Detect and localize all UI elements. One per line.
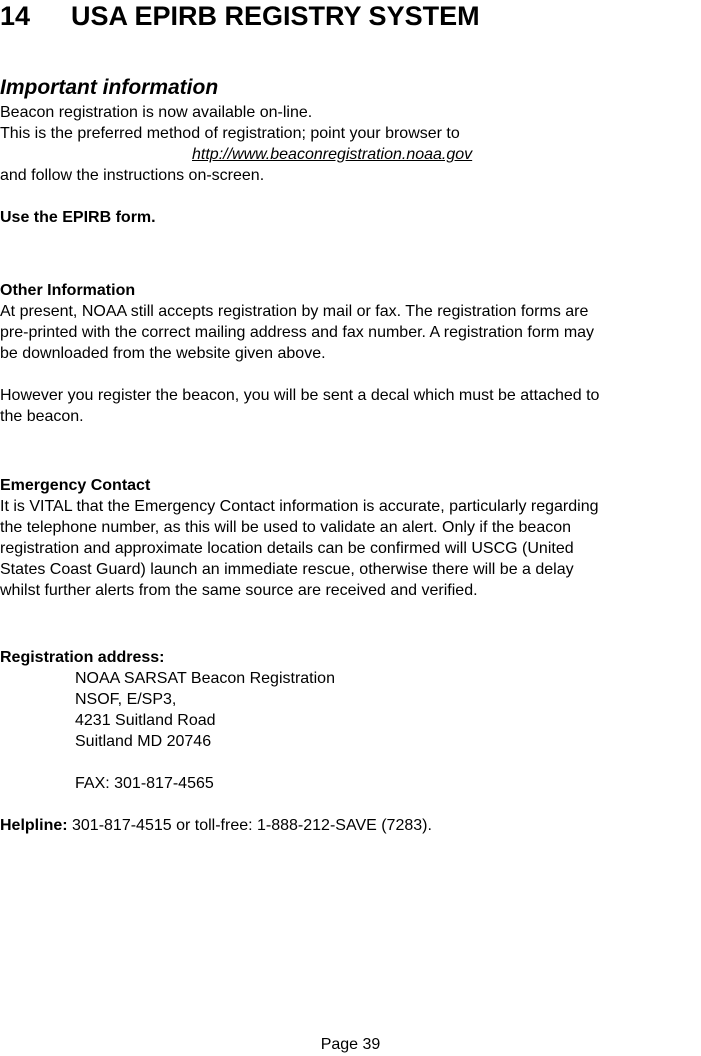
helpline-text: 301-817-4515 or toll-free: 1-888-212-SAVE (7283). (67, 817, 432, 834)
page-number: Page 39 (320, 1036, 381, 1053)
section-number: 14 (0, 1, 31, 31)
helpline-label: Helpline: (0, 817, 68, 834)
important-line-1: Beacon registration is now available on-line. (0, 104, 313, 121)
fax-number: FAX: 301-817-4565 (75, 775, 214, 792)
emergency-line-1: It is VITAL that the Emergency Contact information is accurate, particularly regarding (0, 498, 599, 515)
other-para2-line-2: the beacon. (0, 408, 84, 425)
registration-address-title: Registration address: (0, 649, 165, 666)
address-line-4: Suitland MD 20746 (75, 733, 212, 750)
emergency-line-5: whilst further alerts from the same source are received and verified. (0, 582, 478, 599)
registration-address-section (0, 647, 701, 836)
other-information-section (0, 280, 701, 427)
spacer (0, 752, 701, 773)
epirb-form-note: Use the EPIRB form. (0, 209, 156, 226)
other-para1-line-3: be downloaded from the website given above. (0, 345, 326, 362)
important-information-body (0, 102, 701, 228)
important-information-title: Important information (0, 76, 219, 99)
emergency-line-3: registration and approximate location details can be confirmed will USCG (United (0, 540, 574, 557)
section-title: USA EPIRB REGISTRY SYSTEM (71, 1, 480, 31)
emergency-contact-title: Emergency Contact (0, 477, 151, 494)
registration-url-link[interactable]: http://www.beaconregistration.noaa.gov (192, 146, 473, 163)
other-para2-line-1: However you register the beacon, you will be sent a decal which must be attached to (0, 387, 600, 404)
spacer (0, 364, 701, 385)
other-information-title: Other Information (0, 282, 136, 299)
spacer (0, 186, 701, 207)
other-para1-line-1: At present, NOAA still accepts registration by mail or fax. The registration forms are (0, 303, 589, 320)
other-para1-line-2: pre-printed with the correct mailing address and fax number. A registration form may (0, 324, 595, 341)
address-line-3: 4231 Suitland Road (75, 712, 216, 729)
section-heading (0, 0, 480, 32)
address-line-1: NOAA SARSAT Beacon Registration (75, 670, 335, 687)
helpline (0, 815, 701, 836)
spacer (0, 794, 701, 815)
emergency-line-2: the telephone number, as this will be used to validate an alert. Only if the beacon (0, 519, 572, 536)
address-line-2: NSOF, E/SP3, (75, 691, 177, 708)
important-line-3: and follow the instructions on-screen. (0, 167, 265, 184)
emergency-contact-section (0, 475, 701, 601)
emergency-line-4: States Coast Guard) launch an immediate rescue, otherwise there will be a delay (0, 561, 574, 578)
important-line-2: This is the preferred method of registration; point your browser to (0, 125, 460, 142)
